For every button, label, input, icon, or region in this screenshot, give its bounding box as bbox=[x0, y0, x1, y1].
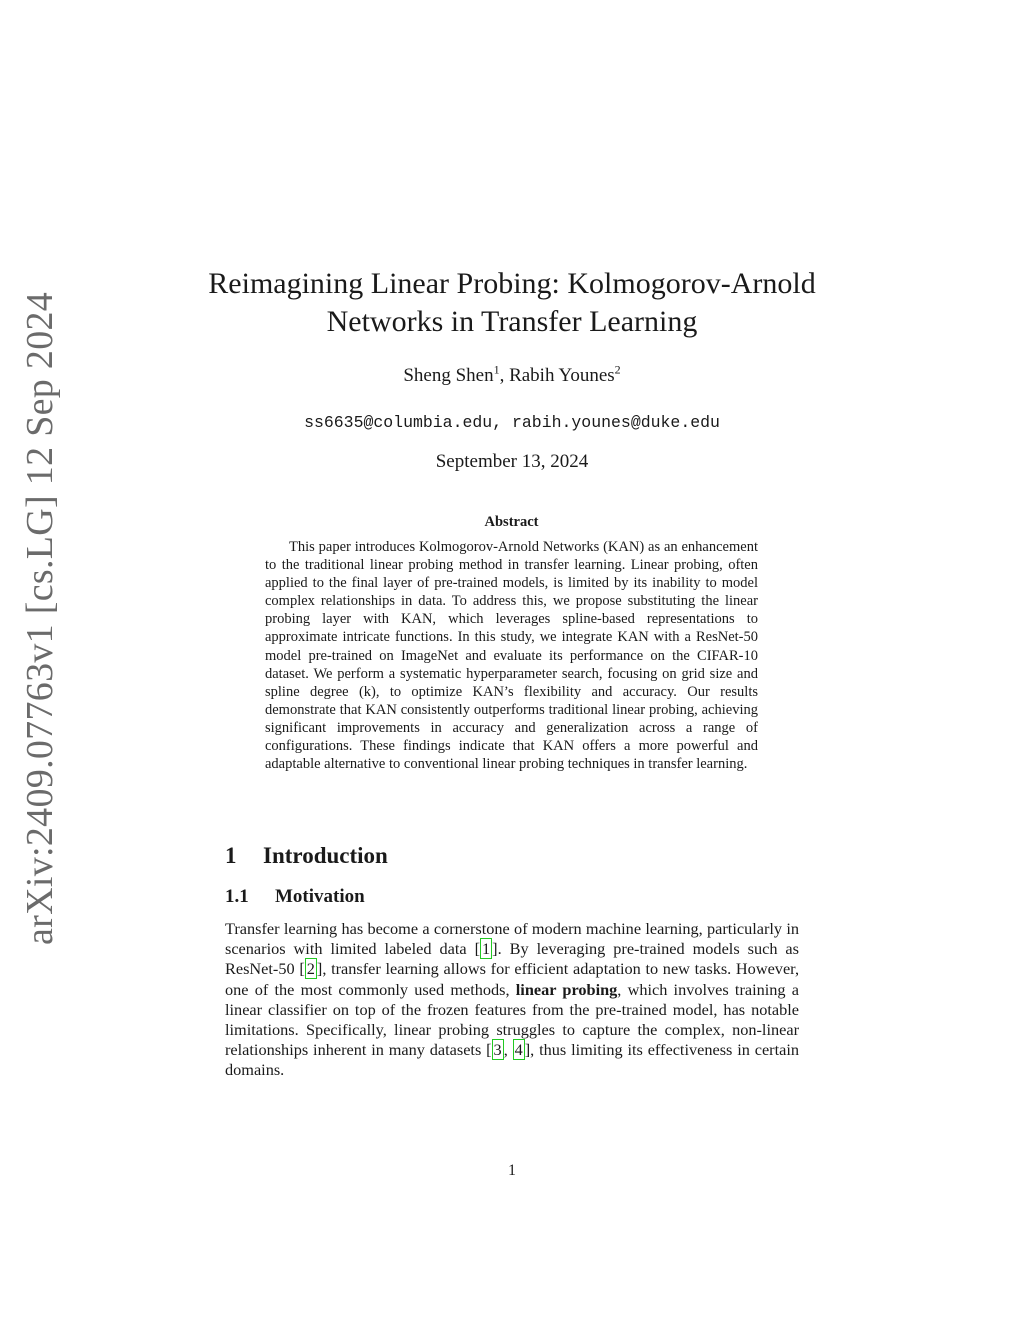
section-title: Introduction bbox=[263, 843, 388, 868]
affiliation-mark: 1 bbox=[493, 362, 500, 377]
paper-title: Reimagining Linear Probing: Kolmogorov-Arnold Networks in Transfer Learning bbox=[208, 267, 816, 338]
author-separator: , bbox=[499, 365, 510, 386]
page-number: 1 bbox=[508, 1162, 516, 1179]
paragraph-text: , transfer learning allows for efficient adaptation to new tasks. However, one of the most commonly used methods, bbox=[225, 959, 800, 999]
author-name: Rabih Younes bbox=[509, 365, 615, 386]
section-number: 1 bbox=[225, 843, 237, 868]
section-heading bbox=[225, 842, 388, 870]
paper-date: September 13, 2024 bbox=[435, 451, 589, 472]
subsection-heading bbox=[225, 885, 365, 909]
citation-link[interactable]: 1 bbox=[482, 939, 491, 959]
affiliation-mark: 2 bbox=[614, 362, 621, 377]
paragraph-text: , which involves training a linear classifier on top of the frozen features from the pre-trained model, has notable limitations. Specifically, linear probing struggles to capture the complex, non-linear relationships inherent in many datasets bbox=[225, 979, 800, 1060]
abstract-body: This paper introduces Kolmogorov-Arnold Networks (KAN) as an enhancement to the traditional linear probing method in transfer learning. Linear probing, often applied to the final layer of pre-trained models, is limited by its inability to model complex relationships in data. To address this, we propose substituting the linear probing layer with KAN, which leverages spline-based representations to approximate intricate functions. In this study, we integrate KAN with a ResNet-50 model pre-trained on ImageNet and evaluate its performance on the CIFAR-10 dataset. We perform a systematic hyperparameter search, focusing on grid size and spline degree (k), to optimize KAN’s flexibility and accuracy. Our results demonstrate that KAN consistently outperforms traditional linear probing, achieving significant improvements in accuracy and generalization across a range of configurations. These findings indicate that KAN offers a more powerful and adaptable alternative to conventional linear probing techniques in transfer learning. bbox=[265, 539, 758, 773]
citation-link[interactable]: 2 bbox=[306, 959, 315, 979]
arxiv-side-stamp: arXiv:2409.07763v1 [cs.LG] 12 Sep 2024 bbox=[19, 291, 61, 945]
author-line bbox=[200, 364, 824, 388]
subsection-number: 1.1 bbox=[225, 886, 249, 907]
paragraph-text: Transfer learning has become a cornerstone of modern machine learning, particularly in scenarios with limited labeled data bbox=[225, 919, 799, 959]
paragraph-text: , thus limiting its effectiveness in certain domains. bbox=[225, 1040, 800, 1080]
intro-paragraph: Transfer learning has become a cornerstone of modern machine learning, particularly in scenarios with limited labeled data [ 1 ]. By leveraging pre-trained models such as ResNet-50 [ 2 ], transfer learning allows for efficient adaptation to new tasks. However, one of the most commonly used methods, linear probing, which involves training a linear classifier on top of the frozen features from the pre-trained model, has notable limitations. Specifically, linear probing struggles to capture the complex, non-linear relationships inherent in many datasets [ 3 , 4 ], thus limiting its effectiveness in certain domains. bbox=[225, 919, 800, 1080]
citation-link[interactable]: 3 bbox=[493, 1040, 502, 1060]
bold-term: linear probing bbox=[515, 979, 618, 999]
abstract-heading: Abstract bbox=[484, 514, 539, 530]
author-name: Sheng Shen bbox=[403, 365, 494, 386]
author-emails: ss6635@columbia.edu, rabih.younes@duke.edu bbox=[304, 413, 720, 432]
subsection-title: Motivation bbox=[275, 886, 365, 907]
citation-link[interactable]: 4 bbox=[514, 1040, 523, 1060]
paragraph-text: . By leveraging pre-trained models such as ResNet-50 bbox=[225, 939, 799, 979]
